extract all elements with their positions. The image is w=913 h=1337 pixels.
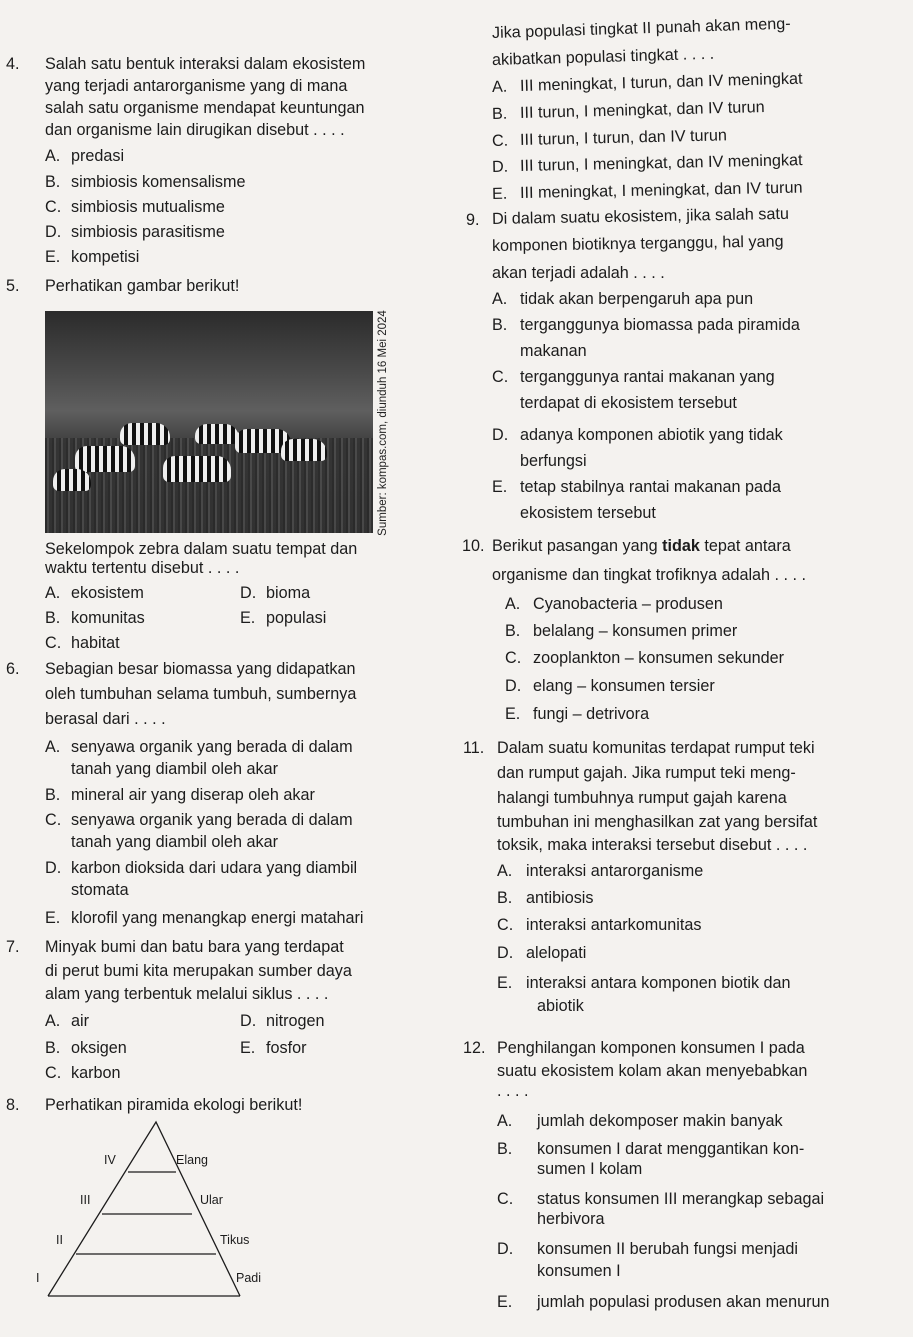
option-text: simbiosis parasitisme [71, 223, 225, 241]
pyramid-organism-label: Padi [236, 1271, 262, 1285]
option-text: status konsumen III merangkap sebagai [537, 1190, 825, 1208]
option-letter: C. [505, 649, 522, 667]
question-intro: Perhatikan piramida ekologi berikut! [45, 1096, 303, 1114]
option-letter: B. [492, 316, 508, 334]
pyramid-organism-label: Ular [200, 1193, 223, 1207]
option-letter: B. [497, 889, 513, 907]
option-letter: A. [492, 290, 508, 308]
option-letter: E. [240, 609, 256, 627]
option-text: adanya komponen abiotik yang tidak [520, 426, 783, 444]
option-text: tetap stabilnya rantai makanan pada [520, 478, 781, 496]
pyramid-level-label: IV [104, 1153, 116, 1167]
option-text: konsumen I darat menggantikan kon- [537, 1140, 805, 1158]
option-letter: E. [240, 1039, 256, 1057]
option-letter: E. [505, 705, 521, 723]
option-text: ekosistem tersebut [520, 504, 656, 522]
question-text-line: Minyak bumi dan batu bara yang terdapat [45, 938, 344, 956]
option-letter: C. [45, 198, 62, 216]
pyramid-outline [48, 1122, 240, 1296]
option-text: interaksi antara komponen biotik dan [526, 974, 791, 992]
question-text-line: Jika populasi tingkat II punah akan meng- [491, 14, 791, 42]
question-text-line: dan organisme lain dirugikan disebut . . . . [45, 121, 345, 139]
pyramid-level-label: II [56, 1233, 63, 1247]
question-text-line: alam yang terbentuk melalui siklus . . . . [45, 985, 329, 1003]
option-letter: A. [45, 1012, 61, 1030]
question-text-line: akibatkan populasi tingkat . . . . [491, 44, 715, 69]
emphasis-word: tidak [662, 537, 700, 555]
option-text: terganggunya biomassa pada piramida [520, 316, 800, 334]
option-text: III meningkat, I turun, dan IV meningkat [519, 69, 803, 95]
option-text: kompetisi [71, 248, 140, 266]
option-letter: E. [497, 1293, 513, 1311]
ecological-pyramid-diagram [36, 1120, 280, 1302]
zebra-herd-photo [45, 311, 373, 533]
question-number: 9. [466, 211, 480, 229]
option-text: belalang – konsumen primer [533, 622, 738, 640]
question-text-line: salah satu organisme mendapat keuntungan [45, 99, 365, 117]
option-text: ekosistem [71, 584, 144, 602]
option-letter: D. [491, 157, 509, 176]
option-letter: B. [45, 1039, 61, 1057]
question-number: 6. [6, 660, 20, 678]
option-letter: C. [45, 634, 62, 652]
question-text-line: akan terjadi adalah . . . . [492, 264, 665, 282]
option-letter: A. [45, 738, 61, 756]
option-letter: C. [497, 916, 514, 934]
question-text-line: yang terjadi antarorganisme yang di mana [45, 77, 348, 95]
option-letter: C. [491, 131, 509, 150]
option-letter: C. [492, 368, 509, 386]
option-text: habitat [71, 634, 120, 652]
option-text: interaksi antarkomunitas [526, 916, 702, 934]
option-letter: D. [497, 1240, 514, 1258]
option-letter: E. [492, 478, 508, 496]
option-text: tanah yang diambil oleh akar [71, 760, 278, 778]
option-letter: D. [45, 859, 62, 877]
question-text-line: Sekelompok zebra dalam suatu tempat dan [45, 540, 358, 558]
option-letter: C. [45, 1064, 62, 1082]
option-text: elang – konsumen tersier [533, 677, 715, 695]
option-letter: E. [45, 909, 61, 927]
question-text-line: Sebagian besar biomassa yang didapatkan [45, 660, 356, 678]
option-text: makanan [520, 342, 587, 360]
option-text: karbon [71, 1064, 121, 1082]
question-text-line: suatu ekosistem kolam akan menyebabkan [497, 1062, 808, 1080]
option-letter: B. [45, 173, 61, 191]
question-number: 4. [6, 55, 20, 73]
zebra-figure [281, 439, 327, 461]
option-text: alelopati [526, 944, 587, 962]
question-number: 5. [6, 277, 20, 295]
option-text: fungi – detrivora [533, 705, 650, 723]
question-text-line: Di dalam suatu ekosistem, jika salah satu [491, 204, 790, 228]
option-letter: B. [497, 1140, 513, 1158]
option-text: bioma [266, 584, 311, 602]
option-text: senyawa organik yang berada di dalam [71, 811, 353, 829]
option-text: berfungsi [520, 452, 587, 470]
option-letter: E. [491, 184, 508, 203]
option-text: predasi [71, 147, 125, 165]
question-text-line: berasal dari . . . . [45, 710, 166, 728]
option-text: antibiosis [526, 889, 594, 907]
zebra-figure [75, 446, 135, 472]
option-letter: A. [505, 595, 521, 613]
option-text: karbon dioksida dari udara yang diambil [71, 859, 358, 877]
question-text-line: organisme dan tingkat trofiknya adalah . . . . [492, 566, 807, 584]
option-letter: B. [45, 786, 61, 804]
option-text: stomata [71, 881, 129, 899]
option-letter: A. [497, 1112, 513, 1130]
question-text-line: Dalam suatu komunitas terdapat rumput teki [497, 739, 815, 757]
image-source-caption: Sumber: kompas.com, diunduh 16 Mei 2024 [377, 310, 389, 536]
option-letter: D. [45, 223, 62, 241]
option-text: terganggunya rantai makanan yang [520, 368, 775, 386]
question-text-line: tumbuhan ini menghasilkan zat yang bersifat [497, 813, 818, 831]
option-text: abiotik [537, 997, 584, 1015]
option-text: III turun, I meningkat, dan IV turun [519, 98, 765, 122]
question-text-line: toksik, maka interaksi tersebut disebut . . . . [497, 836, 808, 854]
question-intro: Perhatikan gambar berikut! [45, 277, 240, 295]
option-text: air [71, 1012, 89, 1030]
option-letter: A. [491, 77, 508, 96]
option-letter: A. [45, 147, 61, 165]
option-text: mineral air yang diserap oleh akar [71, 786, 315, 804]
pyramid-level-label: III [80, 1193, 91, 1207]
option-text: herbivora [537, 1210, 605, 1228]
option-text: zooplankton – konsumen sekunder [533, 649, 785, 667]
option-text: konsumen I [537, 1262, 621, 1280]
zebra-figure [163, 456, 231, 482]
pyramid-organism-label: Tikus [220, 1233, 250, 1247]
option-text: terdapat di ekosistem tersebut [520, 394, 737, 412]
question-number: 10. [462, 537, 485, 555]
option-letter: B. [45, 609, 61, 627]
option-letter: B. [505, 622, 521, 640]
option-letter: A. [497, 862, 513, 880]
question-text-line: Salah satu bentuk interaksi dalam ekosistem [45, 55, 366, 73]
option-letter: E. [45, 248, 61, 266]
option-letter: D. [505, 677, 522, 695]
question-text-line: komponen biotiknya terganggu, hal yang [491, 232, 784, 255]
option-text: III turun, I meningkat, dan IV meningkat [519, 151, 803, 175]
question-text-line: Penghilangan komponen konsumen I pada [497, 1039, 805, 1057]
question-text-line: waktu tertentu disebut . . . . [45, 559, 240, 577]
option-letter: E. [497, 974, 513, 992]
question-number: 7. [6, 938, 20, 956]
pyramid-level-label: I [36, 1271, 40, 1285]
option-letter: D. [497, 944, 514, 962]
question-number: 11. [463, 739, 485, 757]
option-text: fosfor [266, 1039, 307, 1057]
option-letter: D. [240, 584, 257, 602]
option-text: jumlah dekomposer makin banyak [537, 1112, 783, 1130]
option-letter: D. [492, 426, 509, 444]
option-text: konsumen II berubah fungsi menjadi [537, 1240, 798, 1258]
option-text: simbiosis mutualisme [71, 198, 225, 216]
option-text: senyawa organik yang berada di dalam [71, 738, 353, 756]
question-text-line: dan rumput gajah. Jika rumput teki meng- [497, 764, 796, 782]
option-text: jumlah populasi produsen akan menurun [537, 1293, 830, 1311]
option-text: interaksi antarorganisme [526, 862, 704, 880]
option-letter: D. [240, 1012, 257, 1030]
option-text: III turun, I turun, dan IV turun [519, 126, 728, 149]
option-text: nitrogen [266, 1012, 325, 1030]
option-text: Cyanobacteria – produsen [533, 595, 723, 613]
option-letter: C. [45, 811, 62, 829]
option-text: populasi [266, 609, 327, 627]
option-letter: A. [45, 584, 61, 602]
pyramid-organism-label: Elang [176, 1153, 208, 1167]
question-number: 8. [6, 1096, 20, 1114]
zebra-figure [195, 424, 239, 444]
option-letter: B. [491, 104, 508, 123]
question-number: 12. [463, 1039, 486, 1057]
zebra-figure [53, 469, 91, 491]
zebra-figure [120, 423, 170, 445]
question-text-line: halangi tumbuhnya rumput gajah karena [497, 789, 787, 807]
question-text-line: oleh tumbuhan selama tumbuh, sumbernya [45, 685, 357, 703]
option-text: komunitas [71, 609, 145, 627]
option-letter: C. [497, 1190, 514, 1208]
question-text-line: Berikut pasangan yang tidak tepat antara [492, 537, 791, 555]
option-text: tidak akan berpengaruh apa pun [520, 290, 754, 308]
option-text: III meningkat, I meningkat, dan IV turun [519, 178, 803, 202]
option-text: klorofil yang menangkap energi matahari [71, 909, 364, 927]
option-text: oksigen [71, 1039, 127, 1057]
option-text: tanah yang diambil oleh akar [71, 833, 278, 851]
question-text-line: . . . . [497, 1082, 529, 1100]
option-text: sumen I kolam [537, 1160, 643, 1178]
question-text-line: di perut bumi kita merupakan sumber daya [45, 962, 352, 980]
option-text: simbiosis komensalisme [71, 173, 246, 191]
